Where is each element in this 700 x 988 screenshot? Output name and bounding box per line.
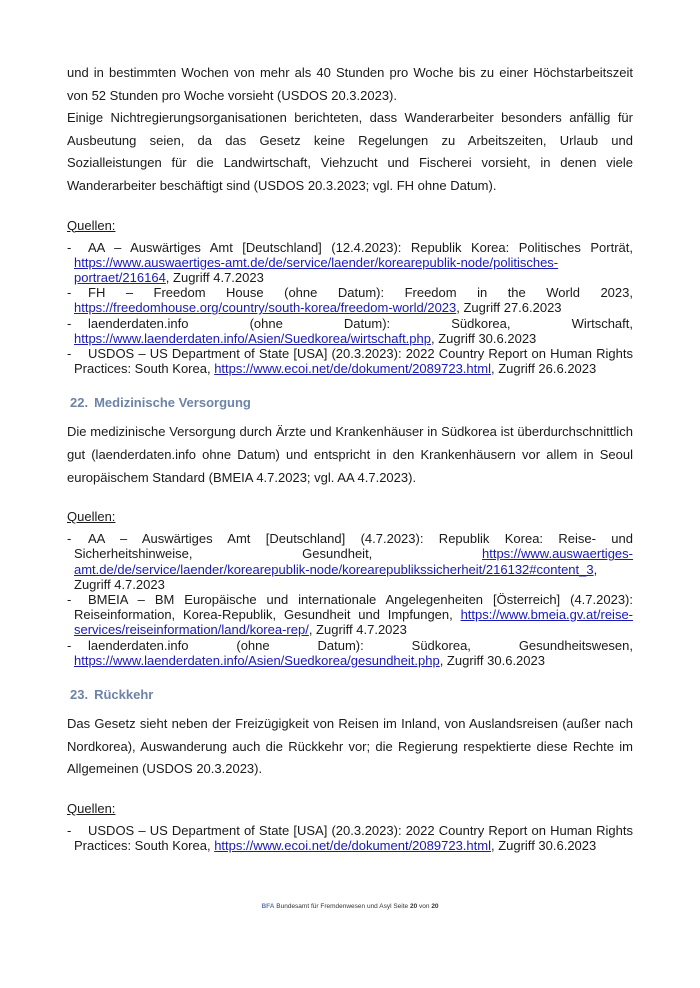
section-title: Medizinische Versorgung <box>94 395 251 411</box>
source-link[interactable]: https://www.auswaertiges-amt.de/de/service/laender/korearepublik-node/politisches-portraet/216164 <box>74 254 559 285</box>
footer-text: Bundesamt für Fremdenwesen und Asyl Seite <box>276 903 409 910</box>
source-text: AA – Auswärtiges Amt [Deutschland] (4.7.2023): Republik Korea: Reise- und Sicherheitshinweise, Gesundheit, <box>74 531 633 562</box>
source-access-date: , Zugriff 4.7.2023 <box>308 622 407 638</box>
source-item <box>67 823 633 853</box>
footer-brand: BFA <box>261 903 275 910</box>
source-access-date: , Zugriff 27.6.2023 <box>456 300 562 316</box>
source-link[interactable]: https://freedomhouse.org/country/south-korea/freedom-world/2023 <box>74 300 457 316</box>
section-heading-return <box>67 686 633 704</box>
source-list <box>67 823 633 853</box>
source-item <box>67 346 633 376</box>
source-link[interactable]: https://www.auswaertiges-amt.de/de/service/laender/korearepublik-node/korearepublikssicherheit/216132#content_3 <box>74 546 633 577</box>
source-text: laenderdaten.info (ohne Datum): Südkorea, Gesundheitswesen, <box>88 637 633 653</box>
source-text: USDOS – US Department of State [USA] (20.3.2023): 2022 Country Report on Human Rights Practices: South Korea, <box>74 822 633 853</box>
source-link[interactable]: https://www.ecoi.net/de/dokument/2089723.html <box>214 361 491 377</box>
source-access-date: , Zugriff 4.7.2023 <box>165 269 264 285</box>
list-dash: - <box>67 239 72 255</box>
source-access-date: , Zugriff 26.6.2023 <box>490 361 597 377</box>
paragraph-working-hours: und in bestimmten Wochen von mehr als 40 Stunden pro Woche bis zu einer Höchstarbeitszeit von 52 Stunden pro Woche vorsieht (USDOS 20.3.2023). <box>67 65 633 103</box>
source-text: laenderdaten.info (ohne Datum): Südkorea, Wirtschaft, <box>88 315 633 331</box>
paragraph-medical: Die medizinische Versorgung durch Ärzte und Krankenhäuser in Südkorea ist überdurchschnittlich gut (laenderdaten.info ohne Datum) und entspricht in den Krankenhäusern vor allem in Seoul europäischem Standard (BMEIA 4.7.2023; vgl. AA 4.7.2023). <box>67 424 633 485</box>
source-access-date: , Zugriff 4.7.2023 <box>74 561 598 592</box>
source-text: FH – Freedom House (ohne Datum): Freedom in the World 2023, <box>88 285 633 301</box>
list-dash: - <box>67 531 72 547</box>
source-link[interactable]: https://www.ecoi.net/de/dokument/2089723.html <box>214 837 491 853</box>
footer-page-total: 20 <box>431 903 439 910</box>
source-access-date: , Zugriff 30.6.2023 <box>431 330 537 346</box>
source-list <box>67 531 633 668</box>
list-dash: - <box>67 345 72 361</box>
list-dash: - <box>67 285 72 301</box>
list-dash: - <box>67 315 72 331</box>
footer-of: von <box>419 903 430 910</box>
source-item <box>67 285 633 315</box>
source-link[interactable]: https://www.laenderdaten.info/Asien/Suedkorea/gesundheit.php <box>74 652 440 668</box>
source-access-date: , Zugriff 30.6.2023 <box>439 652 545 668</box>
paragraph-migrant-workers: Einige Nichtregierungsorganisationen berichteten, dass Wanderarbeiter besonders anfällig für Ausbeutung seien, da das Gesetz keine Regelungen zu Arbeitszeiten, Urlaub und Sozialleistungen für die Landwirtschaft, Viehzucht und Fischerei vorsieht, in denen viele Wanderarbeiter beschäftigt sind (USDOS 20.3.2023; vgl. FH ohne Datum). <box>67 110 633 193</box>
source-list <box>67 240 633 377</box>
source-item <box>67 240 633 286</box>
footer-page-number: 20 <box>409 903 418 910</box>
source-item <box>67 531 633 592</box>
sources-heading: Quellen: <box>67 217 116 233</box>
source-access-date: , Zugriff 30.6.2023 <box>490 837 597 853</box>
source-text: USDOS – US Department of State [USA] (20.3.2023): 2022 Country Report on Human Rights Practices: South Korea, <box>74 345 633 377</box>
source-link[interactable]: https://www.bmeia.gv.at/reise-services/reiseinformation/land/korea-rep/ <box>74 607 633 638</box>
sources-heading: Quellen: <box>67 800 116 816</box>
source-item <box>67 638 633 668</box>
source-link[interactable]: https://www.laenderdaten.info/Asien/Suedkorea/wirtschaft.php <box>74 330 431 346</box>
section-number: 22. <box>70 395 89 411</box>
list-dash: - <box>67 637 72 653</box>
source-text: AA – Auswärtiges Amt [Deutschland] (12.4.2023): Republik Korea: Politisches Porträt, <box>88 239 633 255</box>
source-text: BMEIA – BM Europäische und internationale Angelegenheiten [Österreich] (4.7.2023): Reiseinformation, Korea-Republik, Gesundheit und Impfungen, <box>74 591 633 623</box>
source-item <box>67 316 633 346</box>
section-title: Rückkehr <box>94 687 154 702</box>
list-dash: - <box>67 822 72 838</box>
page-footer <box>0 903 700 910</box>
document-page <box>67 62 633 853</box>
source-item <box>67 592 633 638</box>
sources-heading: Quellen: <box>67 509 116 525</box>
list-dash: - <box>67 591 72 607</box>
paragraph-return: Das Gesetz sieht neben der Freizügigkeit von Reisen im Inland, von Auslandsreisen (außer nach Nordkorea), Auswanderung auch die Rückkehr vor; die Regierung respektierte diese Rechte im Allgemeinen (USDOS 20.3.2023). <box>67 716 633 777</box>
section-number: 23. <box>70 687 89 702</box>
section-heading-medical <box>67 394 633 412</box>
